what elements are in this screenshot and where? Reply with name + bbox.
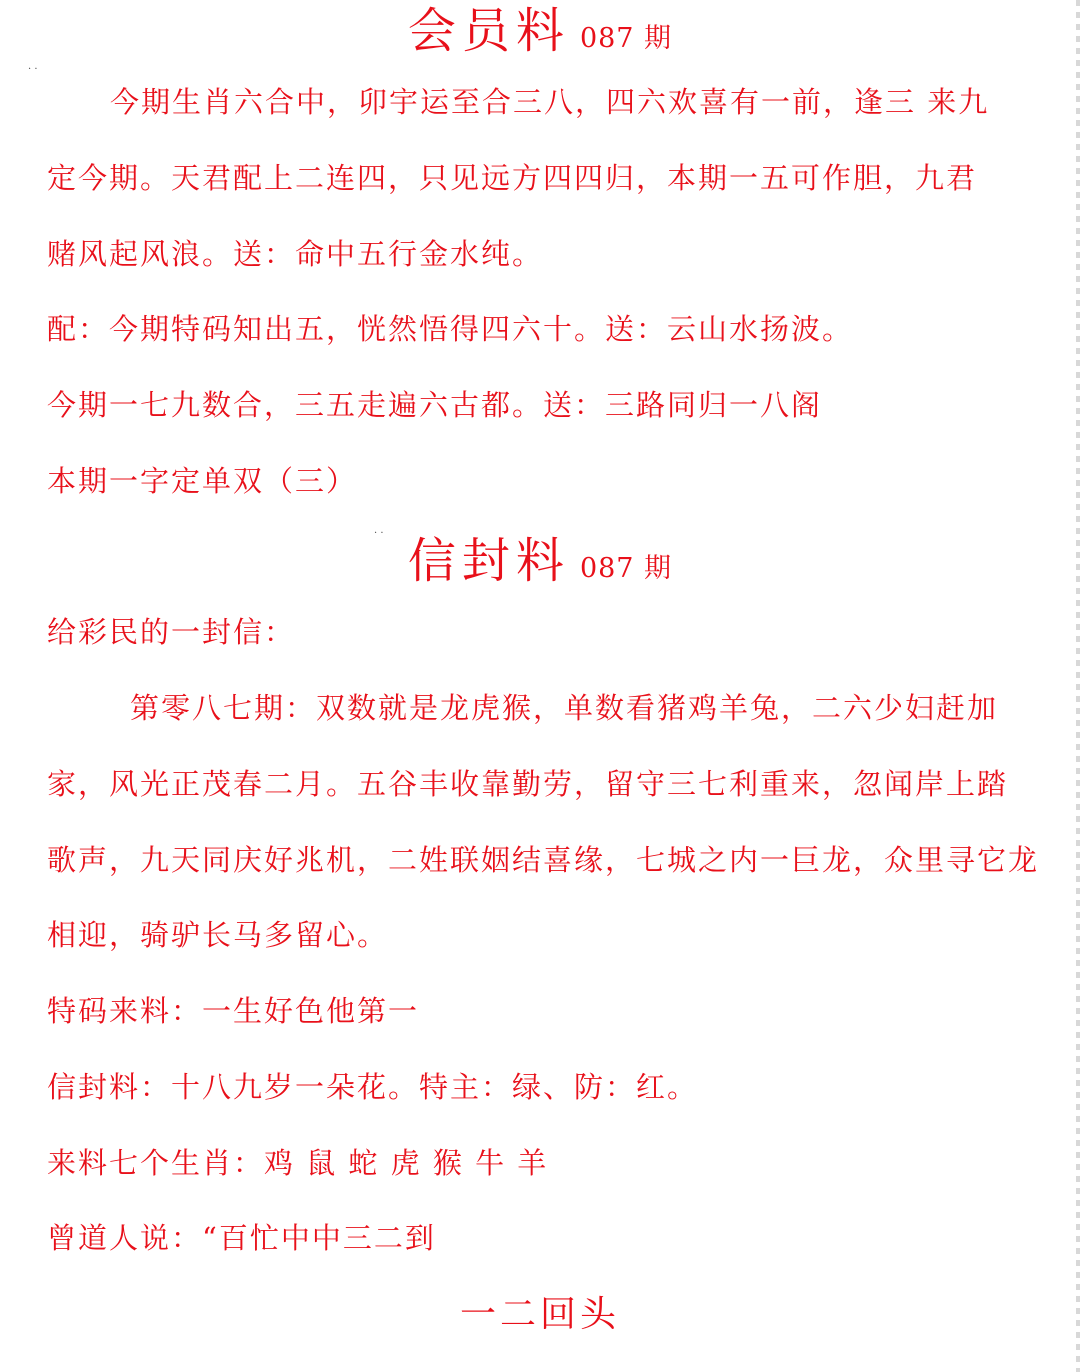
envelope-line-3: 家，风光正茂春二月。五谷丰收靠勤劳，留守三七利重来，忽闻岸上踏 bbox=[47, 767, 1009, 801]
envelope-section-title bbox=[0, 522, 1080, 591]
scan-border bbox=[1076, 0, 1080, 1372]
scan-speck: · · bbox=[28, 64, 38, 75]
member-line-1: 今期生肖六合中，卯宇运至合三八，四六欢喜有一前，逢三 来九 bbox=[110, 85, 990, 119]
member-title-text: 会员料 bbox=[407, 3, 570, 59]
envelope-line-8: 来料七个生肖：鸡 鼠 蛇 虎 猴 牛 羊 bbox=[47, 1146, 549, 1180]
envelope-line-7: 信封料：十八九岁一朵花。特主：绿、防：红。 bbox=[47, 1070, 699, 1104]
member-section-title bbox=[0, 0, 1080, 61]
scan-speck: · · bbox=[374, 528, 384, 539]
envelope-line-4: 歌声，九天同庆好兆机，二姓联姻结喜缘，七城之内一巨龙，众里寻它龙 bbox=[47, 843, 1040, 877]
envelope-title-text: 信封料 bbox=[407, 533, 570, 589]
member-line-2: 定今期。天君配上二连四，只见远方四四归，本期一五可作胆，九君 bbox=[47, 161, 978, 195]
envelope-issue-number: 087 期 bbox=[579, 553, 673, 584]
envelope-line-2: 第零八七期：双数就是龙虎猴，单数看猪鸡羊兔，二六少妇赶加 bbox=[130, 691, 999, 725]
envelope-line-1: 给彩民的一封信： bbox=[47, 615, 296, 649]
member-line-6: 本期一字定单双（三） bbox=[47, 464, 358, 498]
footer-text: 一二回头 bbox=[459, 1294, 620, 1335]
envelope-line-9: 曾道人说：“百忙中中三二到 bbox=[47, 1221, 436, 1255]
member-line-3: 赌风起风浪。送：命中五行金水纯。 bbox=[47, 237, 544, 271]
member-issue-number: 087 期 bbox=[579, 23, 673, 54]
member-line-4: 配：今期特码知出五，恍然悟得四六十。送：云山水扬波。 bbox=[47, 312, 854, 346]
envelope-line-6: 特码来料：一生好色他第一 bbox=[47, 994, 420, 1028]
envelope-line-5: 相迎，骑驴长马多留心。 bbox=[47, 918, 389, 952]
member-line-5: 今期一七九数合，三五走遍六古都。送：三路同归一八阁 bbox=[47, 388, 823, 422]
